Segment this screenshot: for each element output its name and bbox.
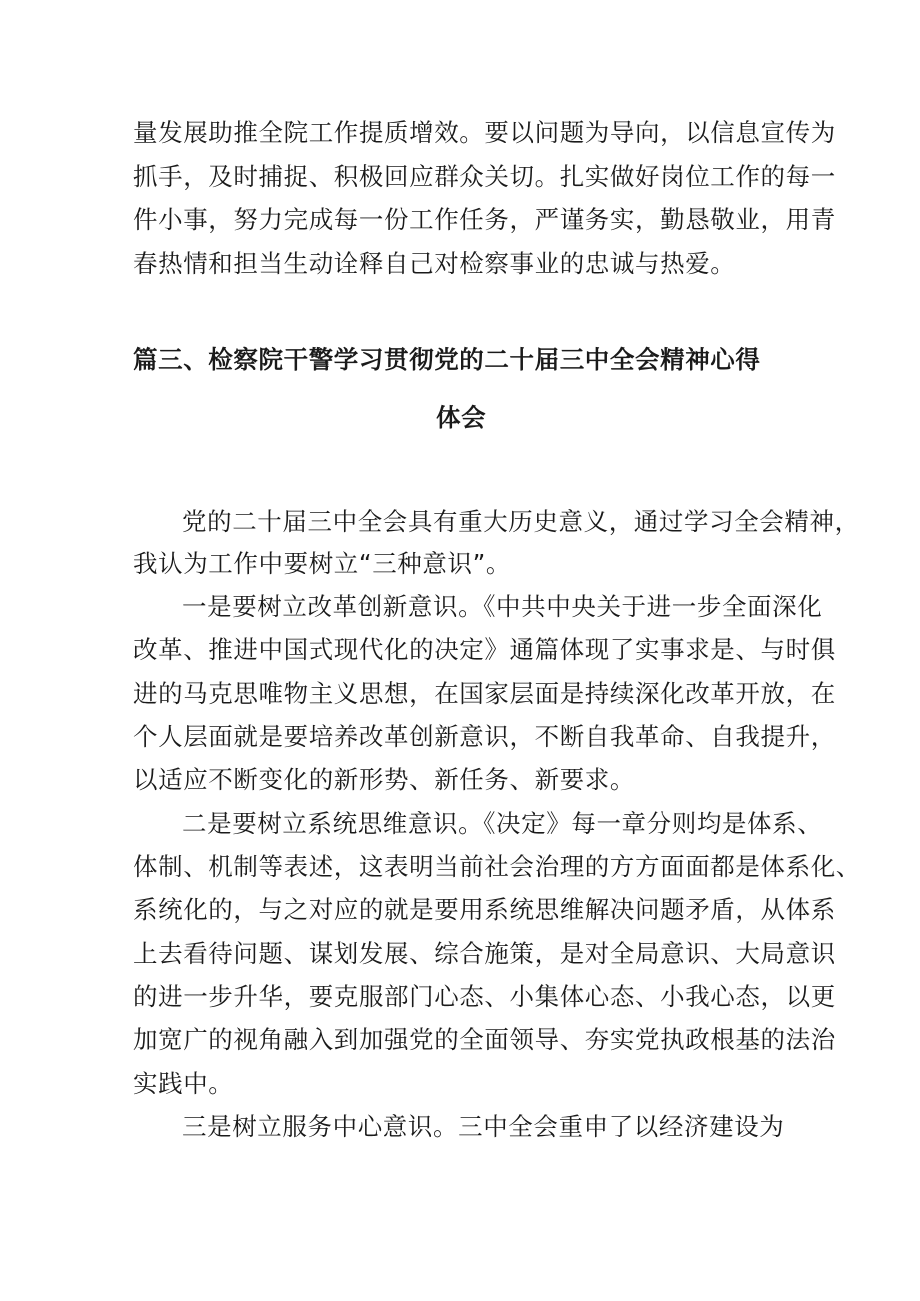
text-line: 春热情和担当生动诠释自己对检察事业的忠诚与热爱。 <box>133 249 736 278</box>
text-line: 党的二十届三中全会具有重大历史意义，通过学习全会精神， <box>182 507 860 536</box>
text-line: 加宽广的视角融入到加强党的全面领导、夯实党执政根基的法治 <box>133 1025 836 1054</box>
text-line: 件小事，努力完成每一份工作任务，严谨务实，勤恳敬业，用青 <box>133 205 836 234</box>
text-line: 进的马克思唯物主义思想，在国家层面是持续深化改革开放，在 <box>133 679 836 708</box>
text-line: 个人层面就是要培养改革创新意识，不断自我革命、自我提升， <box>133 722 836 751</box>
text-line: 一是要树立改革创新意识。《中共中央关于进一步全面深化 <box>182 592 823 621</box>
text-line: 二是要树立系统思维意识。《决定》每一章分则均是体系、 <box>182 809 823 838</box>
section-title-line-2: 体会 <box>436 403 487 432</box>
text-line: 的进一步升华，要克服部门心态、小集体心态、小我心态，以更 <box>133 982 836 1011</box>
text-line: 系统化的，与之对应的就是要用系统思维解决问题矛盾，从体系 <box>133 895 836 924</box>
text-line: 抓手，及时捕捉、积极回应群众关切。扎实做好岗位工作的每一 <box>133 162 836 191</box>
text-line: 上去看待问题、谋划发展、综合施策，是对全局意识、大局意识 <box>133 939 836 968</box>
text-line: 量发展助推全院工作提质增效。要以问题为导向，以信息宣传为 <box>133 118 836 147</box>
text-line: 改革、推进中国式现代化的决定》通篇体现了实事求是、与时俱 <box>133 635 836 664</box>
text-line: 我认为工作中要树立“三种意识”。 <box>133 549 511 578</box>
text-line: 体制、机制等表述，这表明当前社会治理的方方面面都是体系化、 <box>133 852 861 881</box>
section-title-line-1: 篇三、检察院干警学习贯彻党的二十届三中全会精神心得 <box>133 345 761 374</box>
text-line: 实践中。 <box>133 1069 234 1098</box>
text-line: 三是树立服务中心意识。三中全会重申了以经济建设为 <box>182 1112 785 1141</box>
text-line: 以适应不断变化的新形势、新任务、新要求。 <box>133 765 635 794</box>
